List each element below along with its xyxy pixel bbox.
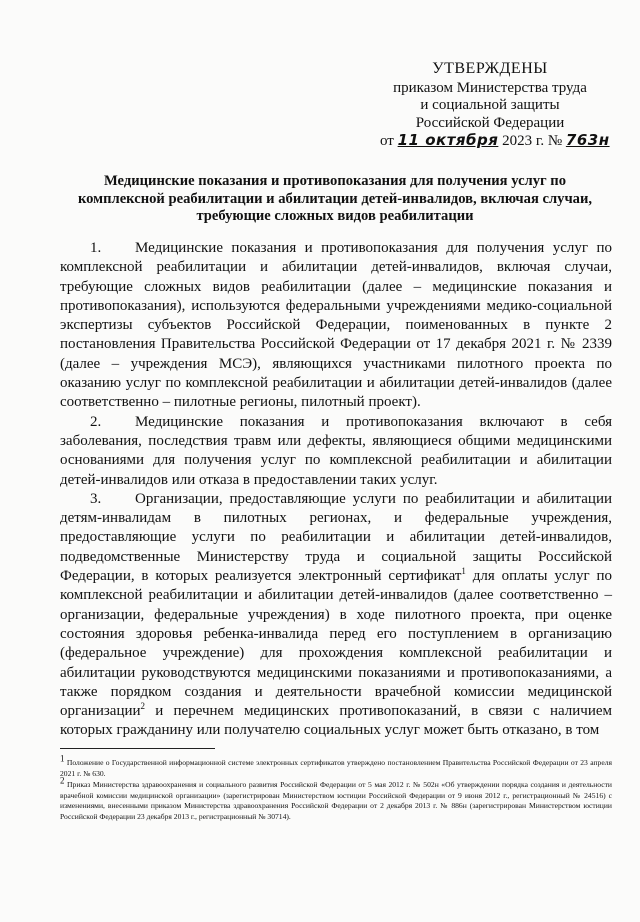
paragraph-text-end: и перечнем медицинских противопоказаний, в связи с наличием которых гражданину или получателю социальных услуг может быть отказано, в том	[60, 703, 612, 739]
footnote-mark: 2	[60, 775, 65, 786]
footnote-2	[60, 775, 612, 822]
paragraph-text: Медицинские показания и противопоказания для получения услуг по комплексной реабилитации и абилитации детей-инвалидов, включая случаи, требующие сложных видов реабилитации (далее – медицинские показания и противопоказания), используются федеральными учреждениями медико-социальной экспертизы субъектов Российской Федерации, поименованных в пункте 2 постановления Правительства Российской Федерации от 17 декабря 2021 г. № 2339 (далее – учреждения МСЭ), являющихся участниками пилотного проекта по оказанию услуг по комплексной реабилитации и абилитации детей-инвалидов (далее соответственно – пилотные регионы, пилотный проект).	[60, 240, 612, 411]
order-date-line	[380, 131, 630, 150]
paragraph-number: 2.	[90, 413, 102, 430]
date-prefix: от	[380, 133, 394, 149]
footnote-1	[60, 753, 612, 779]
approval-block	[370, 60, 610, 132]
paragraph-text-continued: для оплаты услуг по комплексной реабилитации и абилитации детей-инвалидов (далее соответственно – организации, федеральные учреждения) в ходе пилотного проекта, при оценке состояния здоровья ребенка-инвалида перед его поступлением в организацию (федеральное учреждение) для прохождения комплексной реабилитации и абилитации руководствуются медицинскими показаниями и противопоказаниями, а также порядком создания и деятельности врачебной комиссии медицинской организации	[60, 568, 612, 720]
paragraph-1	[60, 239, 612, 413]
footnotes	[60, 753, 612, 824]
paragraph-number: 1.	[90, 240, 102, 256]
paragraph-3	[60, 490, 612, 741]
footnote-text: Положение о Государственной информационной системе электронных сертификатов утверждено постановлением Правительства Российской Федерации от 23 апреля 2021 г. № 630.	[60, 758, 612, 778]
title-line-1: Медицинские показания и противопоказания для получения услуг по	[103, 173, 567, 189]
footnote-ref-2[interactable]: 2	[140, 701, 146, 712]
footnote-ref-1[interactable]: 1	[461, 566, 466, 577]
paragraph-text: Организации, предоставляющие услуги по реабилитации и абилитации детям-инвалидам в пилотных регионах, и федеральные учреждения, предоставляющие услуги по реабилитации и абилитации детей-инвалидов, подведомственные Министерству труда и социальной защиты Российской Федерации, в которых реализуется электронный сертификат	[60, 490, 612, 585]
approval-heading: УТВЕРЖДЕНЫ	[432, 60, 548, 77]
order-year: 2023 г. №	[502, 133, 563, 149]
title-line-2: комплексной реабилитации и абилитации детей-инвалидов, включая случаи,	[77, 190, 593, 207]
paragraph-2	[60, 413, 612, 490]
approval-line-federation: Российской Федерации	[415, 114, 565, 131]
paragraph-number: 3.	[90, 490, 102, 507]
approval-line-ministry: приказом Министерства труда	[393, 79, 587, 96]
footnote-divider	[60, 748, 215, 749]
handwritten-order-number: 763н	[565, 131, 610, 149]
document-body	[60, 239, 612, 741]
title-line-3: требующие сложных видов реабилитации	[196, 208, 474, 224]
paragraph-text: Медицинские показания и противопоказания включают в себя заболевания, последствия травм или дефекты, являющиеся общими медицинскими основаниями для получения услуг по комплексной реабилитации и абилитации детей-инвалидов или отказа в предоставлении таких услуг.	[60, 413, 612, 488]
document-title	[60, 173, 610, 226]
footnote-text: Приказ Министерства здравоохранения и социального развития Российской Федерации от 5 мая 2012 г. № 502н «Об утверждении порядка создания и деятельности врачебной комиссии медицинской организации» (зарегистрирован Министерством юстиции Российской Федерации от 9 июня 2012 г., регистрационный № 24516) с изменениями, внесенными приказом Министерства здравоохранения Российской Федерации от 2 декабря 2013 г. № 886н (зарегистрирован Министерством юстиции Российской Федерации 23 декабря 2013 г., регистрационный № 30714).	[60, 780, 612, 821]
handwritten-date: 11 октября	[397, 131, 499, 149]
approval-line-social: и социальной защиты	[420, 97, 560, 113]
footnote-mark: 1	[60, 753, 65, 764]
